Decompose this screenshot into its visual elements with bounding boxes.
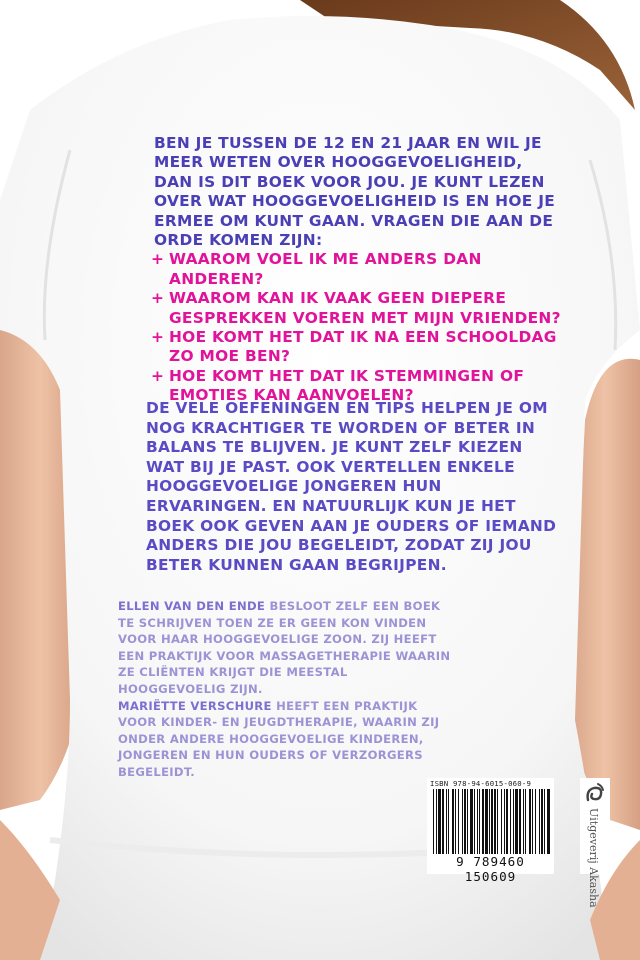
isbn-text: ISBN 978-94-6015-060-9	[430, 779, 532, 788]
plus-bullet: +	[151, 328, 165, 347]
author-bio	[118, 698, 458, 781]
author-bio-text: BESLOOT ZELF EEN BOEK TE SCHRIJVEN TOEN ZE ER GEEN KON VINDEN VOOR HAAR HOOGGEVOELIGE ZOON. ZIJ HEEFT EEN PRAKTIJK VOOR MASSAGETHERAPIE WAARIN ZE CLIËNTEN KRIJGT DIE MEESTAL HOOGGEVOELIG ZIJN.	[118, 599, 451, 696]
question-item: + WAAROM KAN IK VAAK GEEN DIEPERE GESPREKKEN VOEREN MET MIJN VRIENDEN?	[151, 289, 561, 327]
barcode-bars	[433, 789, 551, 854]
author-name: ELLEN VAN DEN ENDE	[118, 599, 266, 613]
question-item: + WAAROM VOEL IK ME ANDERS DAN ANDEREN?	[151, 250, 482, 288]
author-name: MARIËTTE VERSCHURE	[118, 698, 272, 713]
plus-bullet: +	[151, 250, 165, 269]
intro-text: BEN JE TUSSEN DE 12 EN 21 JAAR EN WIL JE MEER WETEN OVER HOOGGEVOELIGHEID, DAN IS DIT BOEK VOOR JOU. JE KUNT LEZEN OVER WAT HOOGGEVOELIGHEID IS EN HOE JE ERMEE OM KUNT GAAN. VRAGEN DIE AAN DE ORDE KOMEN ZIJN:	[154, 134, 556, 250]
akasha-swirl-icon	[584, 780, 606, 804]
question-item: + HOE KOMT HET DAT IK NA EEN SCHOOLDAG ZO MOE BEN?	[151, 328, 557, 366]
publisher-name: Uitgeverij Akasha	[587, 808, 600, 908]
barcode	[427, 778, 554, 884]
intro-block	[151, 134, 564, 406]
tips-paragraph: DE VELE OEFENINGEN EN TIPS HELPEN JE OM NOG KRACHTIGER TE WORDEN OF BETER IN BALANS TE BLIJVEN. JE KUNT ZELF KIEZEN WAT BIJ JE PAST. OOK VERTELLEN ENKELE HOOGGEVOELIGE JONGEREN HUN ERVARINGEN. EN NATUURLIJK KUN JE HET BOEK OOK GEVEN AAN JE OUDERS OF IEMAND ANDERS DIE JOU BEGELEIDT, ZODAT ZIJ JOU BETER KUNNEN GAAN BEGRIJPEN.	[146, 399, 557, 574]
plus-bullet: +	[151, 289, 165, 308]
question-list	[151, 250, 564, 405]
about-authors	[118, 598, 458, 781]
author-bio	[118, 598, 458, 698]
author-bio-text: HEEFT EEN PRAKTIJK VOOR KINDER- EN JEUGDTHERAPIE, WAARIN ZIJ ONDER ANDERE HOOGGEVOELIGE KINDEREN, JONGEREN EN HUN OUDERS OF VERZORGERS BEGELEIDT.	[118, 698, 440, 779]
publisher-strip	[580, 778, 610, 908]
plus-bullet: +	[151, 366, 165, 385]
barcode-number: 9 789460 150609	[456, 854, 525, 884]
question-item: + HOE KOMT HET DAT IK STEMMINGEN OF EMOTIES KAN AANVOELEN?	[151, 366, 525, 405]
